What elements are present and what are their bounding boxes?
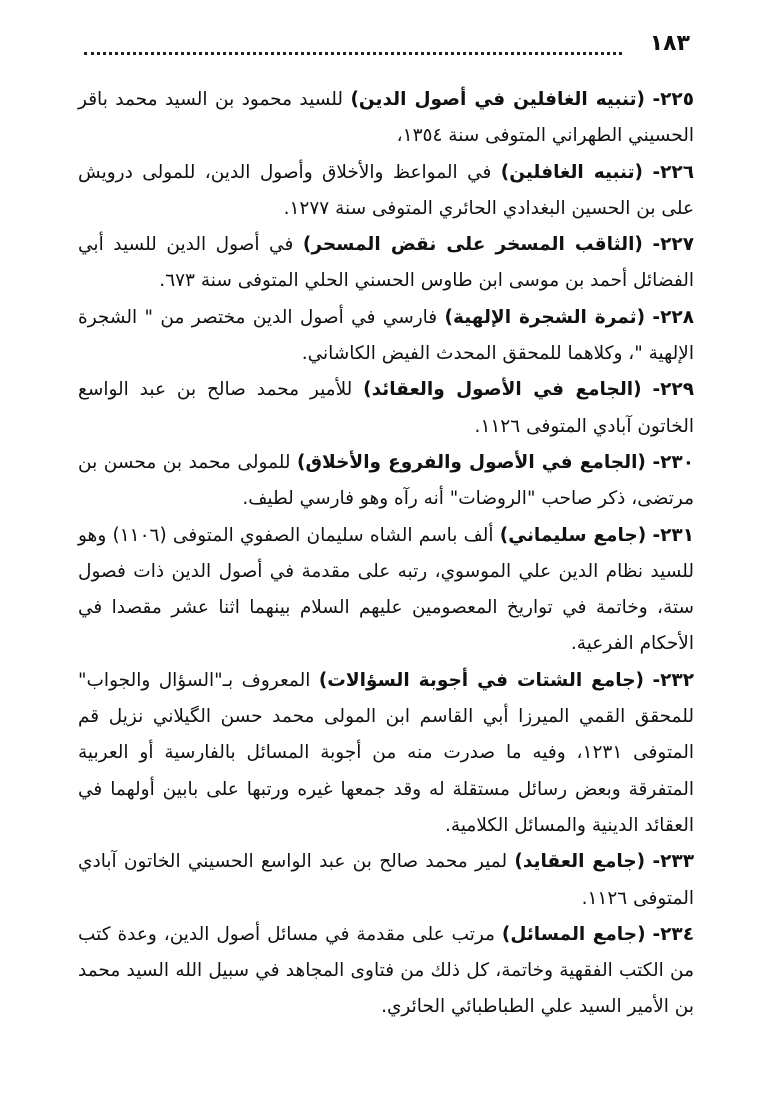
header-dotted-rule <box>84 52 622 55</box>
entry-number: ٢٣٠- <box>652 451 694 473</box>
entry-text: ألف باسم الشاه سليمان الصفوي المتوفى (١١٠٦) وهو للسيد نظام الدين علي الموسوي، رتبه على مقدمة في أصول الدين ذات فصول ستة، وخاتمة في تواريخ المعصومين عليهم السلام بينهما اثنا عشر مقصدا في الأحكام الفرعية. <box>78 524 694 655</box>
entry-title: (الثاقب المسخر على نقض المسحر) <box>302 234 643 256</box>
page-header <box>84 26 690 66</box>
entry-title: (جامع الشتات في أجوبة السؤالات) <box>318 669 644 691</box>
entry-title: (جامع سليماني) <box>499 524 647 546</box>
entry-number: ٢٢٩- <box>652 379 694 401</box>
entry-text: فارسي في أصول الدين مختصر من " الشجرة الإلهية "، وكلاهما للمحقق المحدث الفيض الكاشاني. <box>78 306 694 365</box>
entry-text: لمير محمد صالح بن عبد الواسع الحسيني الخاتون آبادي المتوفى ١١٢٦. <box>78 851 694 909</box>
entry-title: (تنبيه الغافلين) <box>500 161 644 183</box>
entry-text: المعروف بـ"السؤال والجواب" للمحقق القمي الميرزا أبي القاسم ابن المولى محمد حسن الگيلاني نزيل قم المتوفى ١٢٣١، وفيه ما صدرت منه من أجوبة المسائل بالفارسية أو العربية المتفرقة وبعض رسائل مستقلة له وقد جمعها غيره ورتبها على بابين أولهما في العقائد الدينية والمسائل الكلامية. <box>78 669 694 836</box>
entry-text: للأمير محمد صالح بن عبد الواسع الخاتون آبادي المتوفى ١١٢٦. <box>78 379 694 437</box>
entry-number: ٢٢٦- <box>652 161 694 183</box>
entry-title: (جامع المسائل) <box>501 923 646 945</box>
bibliography-entry-231 <box>78 518 694 663</box>
bibliography-entry-227 <box>78 227 694 300</box>
bibliography-entry-226 <box>78 155 694 228</box>
bibliography-entry-225 <box>78 82 694 155</box>
entry-title: (الجامع في الأصول والعقائد) <box>363 379 642 401</box>
entry-number: ٢٣٤- <box>652 923 694 945</box>
entry-text: في أصول الدين للسيد أبي الفضائل أحمد بن موسى ابن طاوس الحسني الحلي المتوفى سنة ٦٧٣. <box>78 234 694 292</box>
bibliography-entry-232 <box>78 663 694 844</box>
entries-list <box>78 82 694 1026</box>
entry-title: (جامع العقايد) <box>514 851 646 873</box>
entry-number: ٢٢٨- <box>652 306 694 328</box>
bibliography-entry-230 <box>78 445 694 518</box>
entry-number: ٢٢٥- <box>652 89 694 110</box>
entry-number: ٢٣١- <box>652 524 694 546</box>
bibliography-entry-234 <box>78 917 694 1026</box>
entry-number: ٢٣٢- <box>652 669 694 691</box>
page-number: ١٨٣ <box>649 31 690 56</box>
entry-text: للمولى محمد بن محسن بن مرتضى، ذكر صاحب "الروضات" أنه رآه وهو فارسي لطيف. <box>78 451 694 510</box>
entry-title: (تنبيه الغافلين في أصول الدين) <box>350 89 645 110</box>
entry-title: (ثمرة الشجرة الإلهية) <box>444 306 646 328</box>
bibliography-entry-228 <box>78 300 694 373</box>
entry-title: (الجامع في الأصول والفروع والأخلاق) <box>297 451 646 473</box>
bibliography-entry-233 <box>78 844 694 917</box>
entry-text: للسيد محمود بن السيد محمد باقر الحسيني الطهراني المتوفى سنة ١٣٥٤، <box>78 89 694 147</box>
bibliography-entry-229 <box>78 372 694 445</box>
entry-text: مرتب على مقدمة في مسائل أصول الدين، وعدة كتب من الكتب الفقهية وخاتمة، كل ذلك من فتاوى المجاهد في سبيل الله السيد محمد بن الأمير السيد علي الطباطبائي الحائري. <box>78 923 694 1018</box>
entry-number: ٢٢٧- <box>652 234 694 256</box>
entry-number: ٢٣٣- <box>652 851 694 873</box>
entry-text: في المواعظ والأخلاق وأصول الدين، للمولى درويش على بن الحسين البغدادي الحائري المتوفى سنة ١٢٧٧. <box>78 161 694 219</box>
